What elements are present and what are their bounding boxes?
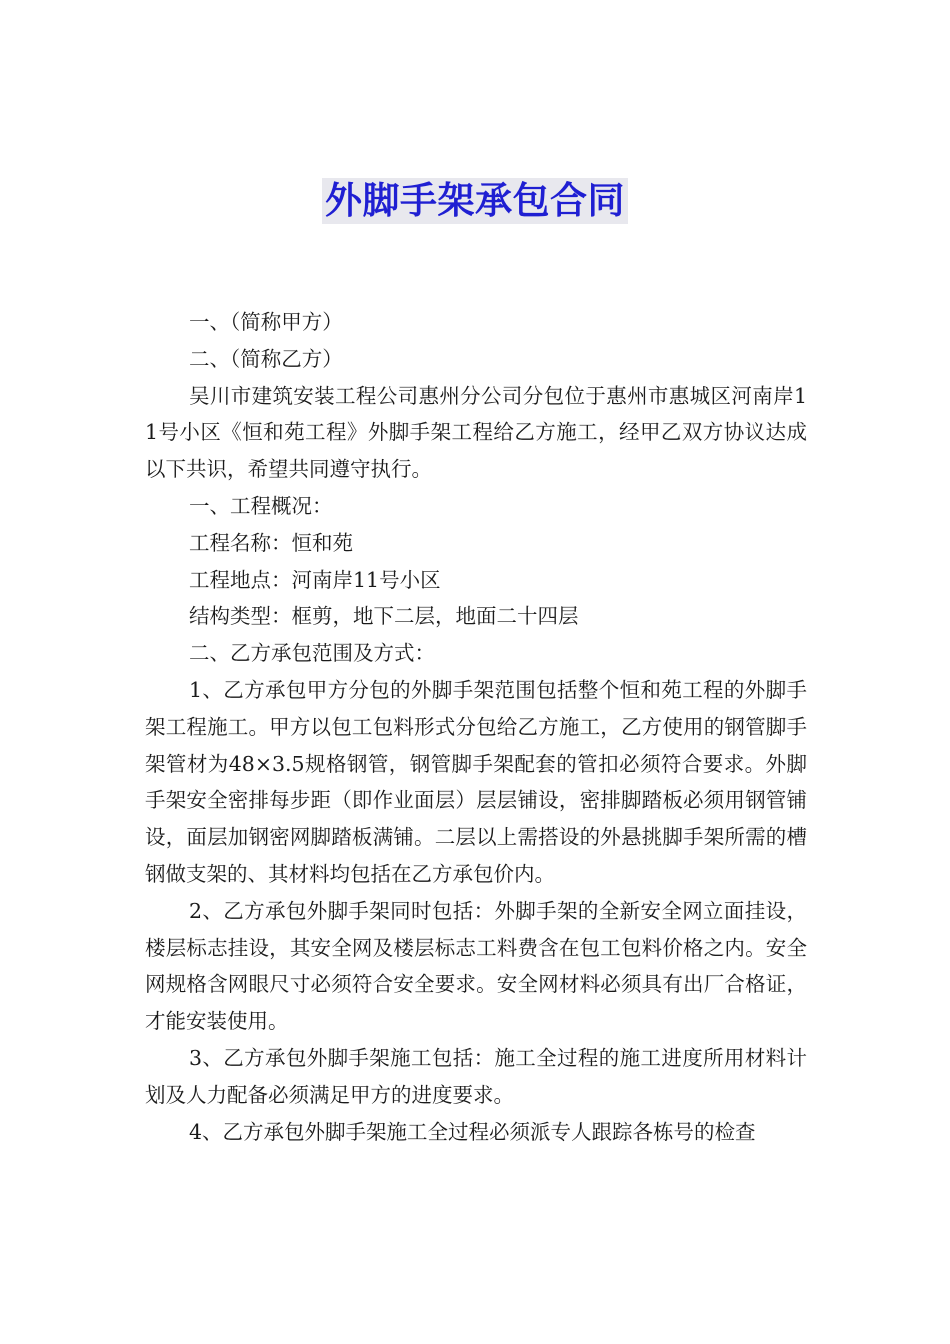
intro-paragraph: 吴川市建筑安装工程公司惠州分公司分包位于惠州市惠城区河南岸11号小区《恒和苑工程》外脚手架工程给乙方施工，经甲乙双方协议达成以下共识，希望共同遵守执行。 — [145, 383, 807, 482]
title-area — [0, 178, 950, 224]
party-b-line: 二、（简称乙方） — [189, 346, 343, 371]
document-body — [145, 304, 807, 1150]
project-name-line: 工程名称：恒和苑 — [189, 530, 353, 555]
party-a-line: 一、（简称甲方） — [189, 310, 343, 334]
clause-4: 4、乙方承包外脚手架施工全过程必须派专人跟踪各栋号的检查 — [189, 1119, 756, 1144]
section-heading-overview: 一、工程概况： — [189, 493, 333, 518]
clause-2: 2、乙方承包外脚手架同时包括：外脚手架的全新安全网立面挂设，楼层标志挂设，其安全网及楼层标志工料费含在包工包料价格之内。安全网规格含网眼尺寸必须符合安全要求。安全网材料必须具有出厂合格证，才能安装使用。 — [145, 898, 807, 1034]
clause-1: 1、乙方承包甲方分包的外脚手架范围包括整个恒和苑工程的外脚手架工程施工。甲方以包工包料形式分包给乙方施工，乙方使用的钢管脚手架管材为48×3.5规格钢管，钢管脚手架配套的管扣必须符合要求。外脚手架安全密排每步距（即作业面层）层层铺设，密排脚踏板必须用钢管铺设，面层加钢密网脚踏板满铺。二层以上需搭设的外悬挑脚手架所需的槽钢做支架的、其材料均包括在乙方承包价内。 — [145, 677, 807, 886]
document-title: 外脚手架承包合同 — [322, 178, 628, 224]
clause-3: 3、乙方承包外脚手架施工包括：施工全过程的施工进度所用材料计划及人力配备必须满足甲方的进度要求。 — [145, 1045, 807, 1107]
structure-type-line: 结构类型：框剪，地下二层，地面二十四层 — [189, 604, 579, 629]
project-location-line: 工程地点：河南岸11号小区 — [189, 567, 441, 592]
section-heading-scope: 二、乙方承包范围及方式： — [189, 641, 435, 666]
